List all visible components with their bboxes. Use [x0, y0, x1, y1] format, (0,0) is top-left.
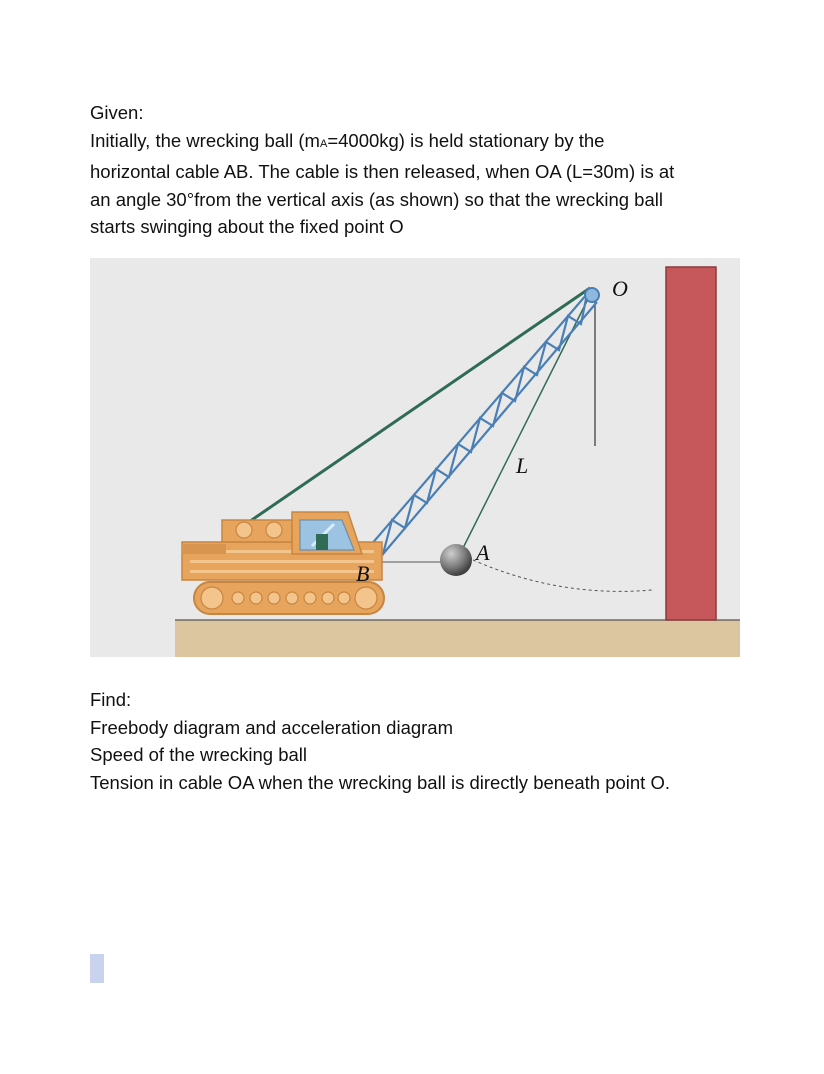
- given-line-4: starts swinging about the fixed point O: [90, 216, 404, 237]
- text-cursor: [90, 954, 104, 983]
- label-A: A: [476, 540, 490, 565]
- find-item-2: Speed of the wrecking ball: [90, 744, 307, 765]
- given-heading: Given:: [90, 102, 144, 123]
- find-item-3: Tension in cable OA when the wrecking ball is directly beneath point O.: [90, 771, 670, 793]
- wall: [666, 267, 716, 620]
- given-line-3: an angle 30°from the vertical axis (as shown) so that the wrecking ball: [90, 188, 663, 210]
- given-line-1: Initially, the wrecking ball (mA=4000kg) is held stationary by the: [90, 129, 605, 151]
- ground: [175, 620, 740, 657]
- label-B: B: [356, 561, 370, 586]
- figure-background: [90, 258, 740, 657]
- label-O: O: [612, 276, 628, 301]
- find-item-1: Freebody diagram and acceleration diagram: [90, 716, 454, 738]
- wrecking-ball: [440, 544, 472, 576]
- wrecking-ball-figure: [90, 258, 740, 657]
- find-heading: Find:: [90, 689, 132, 710]
- label-L: L: [516, 453, 529, 478]
- given-line-2: horizontal cable AB. The cable is then released, when OA (L=30m) is at: [90, 161, 675, 182]
- given-section: [90, 99, 750, 241]
- find-section: [90, 686, 790, 796]
- pulley-O: [585, 288, 599, 302]
- crane-tracks: [194, 582, 384, 614]
- mass-subscript: A: [319, 137, 328, 150]
